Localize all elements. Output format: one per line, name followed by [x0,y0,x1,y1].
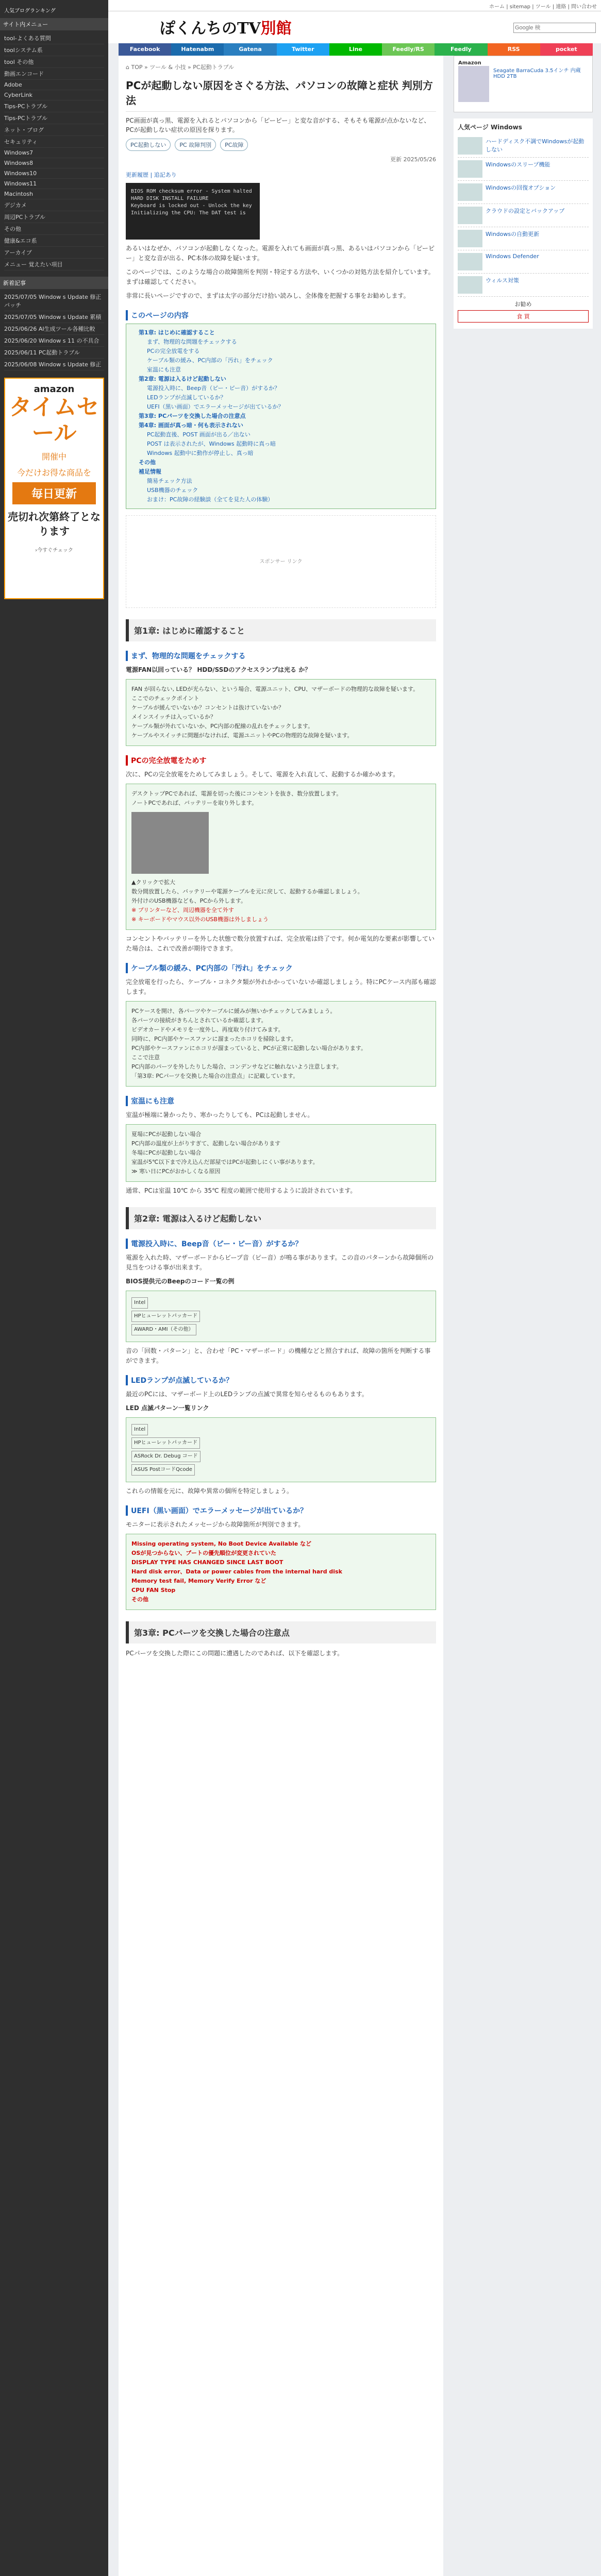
top-links[interactable]: ホーム | sitemap | ツール | 連絡 | 問い合わせ [489,4,597,10]
tag-chip[interactable]: PC起動しない [126,139,171,151]
box-line: ここで注意 [131,1054,160,1061]
side-menu-item[interactable]: Macintosh [4,189,104,199]
popular-link[interactable]: Windowsの回復オプション [486,184,556,191]
box-line: ≫ 寒い日にPCがおかしくなる原因 [131,1168,221,1175]
side-menu-item[interactable]: Adobe [4,80,104,90]
terminal-line: HARD DISK INSTALL FAILURE [131,196,209,201]
section-discharge-lead: 次に、PCの完全放電をためしてみましょう。そして、電源を入れ直して、起動するか確かめます。 [126,771,399,778]
popular-link[interactable]: ウィルス対策 [486,277,520,284]
toc-item[interactable]: ケーブル類の緩み、PC内部の「汚れ」をチェック [147,357,273,364]
sponsor-ad[interactable]: スポンサー リンク [126,515,436,608]
side-menu-item[interactable]: Windows7 [4,148,104,158]
side-menu-item[interactable]: Windows10 [4,168,104,179]
popular-link[interactable]: Windows Defender [486,253,539,260]
section-beep: 電源投入時に、Beep音（ピー・ピー音）がするか？ [126,1239,436,1249]
toc-item[interactable]: 第1章: はじめに確認すること [139,329,215,336]
uefi-message: CPU FAN Stop [131,1587,176,1594]
box-line: PC内部のパーツを外したりした場合、コンデンサなどに触れないよう注意します。 [131,1063,342,1070]
toc-item[interactable]: PCの完全放電をする [147,348,200,354]
toc-item[interactable]: 第3章: PCパーツを交換した場合の注意点 [139,413,246,419]
box-line: 室温が5℃以下まで冷え込んだ部屋ではPCが起動しにくい事があります。 [131,1159,319,1165]
share-button[interactable]: pocket [540,43,593,56]
tag-chip[interactable]: PC故障 [220,139,248,151]
popular-link[interactable]: ハードディスク不調でWindowsが起動しない [486,138,585,153]
buy-button[interactable]: 食 買 [458,310,589,323]
popular-item[interactable] [458,181,589,204]
beep-code-link[interactable]: AWARD・AMI（その他） [131,1324,196,1335]
led-code-link[interactable]: ASUS PostコードQcode [131,1464,195,1476]
led-code-link[interactable]: HPヒューレットパッカード [131,1437,200,1449]
side-menu-item[interactable]: その他 [4,223,104,235]
left-sidebar [0,0,108,2576]
popular-title: 人気ページ Windows [458,124,522,131]
box-line: デスクトップPCであれば、電源を切った後にコンセントを抜き、数分放置します。 [131,790,342,797]
amazon-timesale-ad[interactable] [4,378,104,599]
box-line: ビデオカードやメモリを一度外し、再度取り付けてみます。 [131,1026,284,1033]
laptop-battery-photo[interactable] [131,812,209,874]
logo-main: ぽくんちのTV [160,20,261,38]
popular-link[interactable]: クラウドの設定とバックアップ [486,208,565,214]
section-physical-lead: 電源FAN以回っている？ HDD/SSDのアクセスランプは光る か？ [126,666,311,673]
box-line: FAN が回らない, LEDが光らない、という場合、電源ユニット、CPU、マザーボードの物理的な故障を疑います。 [131,686,419,692]
uefi-message: DISPLAY TYPE HAS CHANGED SINCE LAST BOOT [131,1559,283,1566]
para-3: 非常に長いページですので、まずは太字の部分だけ拾い読みし、全体像を把握する事をお勧めします。 [126,292,410,299]
popular-link[interactable]: Windowsのスリープ機能 [486,161,550,168]
side-menu-item[interactable]: 周辺PCトラブル [4,211,104,223]
amazon-logo: amazon [34,384,75,395]
breadcrumb[interactable]: ⌂ TOP » ツール & 小技 » PC起動トラブル [126,64,235,71]
site-logo[interactable] [160,15,292,38]
top-bar [108,0,601,11]
side-menu-item[interactable]: 健康&エコ系 [4,235,104,247]
side-menu-item[interactable]: デジカメ [4,199,104,211]
side-menu-item[interactable]: tool その他 [4,56,104,68]
chapter-1-heading: 第1章: はじめに確認すること [126,619,436,641]
para-2: このページでは、このような場合の故障箇所を判別・特定する方法や、いくつかの対処方法を紹介しています。まずは確認してください。 [126,268,435,285]
section-cables-lead: 完全放電を行ったら、ケーブル・コネクタ類が外れかかっていないか確認しましょう。特にPCケース内部も確認します。 [126,978,436,995]
ad-subline: 今だけお得な商品を [16,468,91,478]
box-line: ケーブル類が外れていないか、PC内部の配線の乱れをチェックします。 [131,723,314,730]
share-button[interactable]: Facebook [119,43,171,56]
ad-more-link[interactable]: ›今すぐチェック [35,548,73,553]
popular-thumb [458,160,482,178]
new-article-item[interactable]: 2025/07/05 Window s Update 修正パッチ [4,291,104,311]
new-article-item[interactable]: 2025/06/11 PC起動トラブル [4,347,104,359]
chapter-3-heading: 第3章: PCパーツを交換した場合の注意点 [126,1621,436,1643]
uefi-message: その他 [131,1596,148,1603]
toc-item[interactable]: その他 [139,459,156,466]
box-line: 「第3章: PCパーツを交換した場合の注意点」に記載しています。 [131,1073,299,1079]
box-line: 外付けのUSB機器なども、PCから外します。 [131,897,247,904]
toc-title: このページの内容 [126,310,436,320]
beep-after: 音の「回数・パターン」と、合わせ「PC・マザーボード」の機種などと照合すれば、故障の箇所を判断する事ができます。 [126,1347,431,1364]
share-button[interactable]: Feedly [435,43,487,56]
right-sidebar [454,56,593,335]
toc-item[interactable]: 簡易チェック方法 [147,478,192,484]
terminal-line: Initializing the CPU: The DAT test is [131,210,246,216]
toc-item[interactable]: USB機器のチェック [147,487,198,494]
section-cables: ケーブル類の緩み、PC内部の「汚れ」をチェック [126,963,436,973]
discharge-box [126,784,436,930]
box-line: ▲クリックで拡大 [131,879,176,886]
popular-item[interactable] [458,204,589,227]
side-menu-item[interactable]: セキュリティ [4,136,104,148]
product-title[interactable]: Seagate BarraCuda 3.5インチ 内蔵 HDD 2TB [493,68,581,79]
toc-item[interactable]: Windows 起動中に動作が停止し、真っ暗 [147,450,254,456]
new-articles-list [0,289,108,372]
box-line: ※ キーボードやマウス以外のUSB機器は外しましょう [131,916,269,923]
box-line: ノートPCであれば、バッテリーを取り外します。 [131,800,258,806]
popular-thumb [458,207,482,224]
box-line: 各パーツの接続がきちんとされているか確認します。 [131,1017,267,1024]
ad-headline: タイムセール [9,394,99,446]
box-line: ケーブルが緩んでいないか？コンセントは抜けていないか？ [131,704,285,711]
site-header [108,11,601,43]
bios-error-screenshot [126,183,260,240]
side-menu-item[interactable]: 動画エンコード [4,68,104,80]
box-line: メインスイッチは入っているか？ [131,714,216,720]
popular-item[interactable] [458,158,589,181]
intro-text: PC画面が真っ黒、電源を入れるとパソコンから「ピーピー」と変な音がする、そもそも電源が点かないなど、PCが起動しない症状の原因を探ります。 [126,117,430,133]
popular-thumb [458,253,482,270]
box-line: 同時に、PC内部やケースファンに溜まったホコリを掃除します。 [131,1036,297,1042]
box-line: 数分間放置したら、バッテリーや電源ケーブルを元に戻して、起動するか確認しましょう。 [131,888,363,895]
toc-item[interactable]: PC起動直後、POST 画面が出る／出ない [147,431,251,438]
page-title: PCが起動しない原因をさぐる方法、パソコンの故障と症状 判別方法 [126,77,436,112]
history-link[interactable]: 更新履歴 | 追記あり [126,172,177,178]
beep-links [126,1291,436,1342]
popular-item[interactable] [458,250,589,274]
section-discharge: PCの完全放電をためす [126,755,436,766]
side-menu-item[interactable]: アーカイブ [4,247,104,259]
physical-check-box [126,679,436,746]
room-temp-after: 通常、PCは室温 10℃ から 35℃ 程度の範囲で使用するように設計されています。 [126,1187,357,1194]
share-nav [119,43,593,56]
led-code-link[interactable]: ASRock Dr. Debug コード [131,1451,201,1462]
room-temp-box [126,1124,436,1182]
popular-item[interactable] [458,134,589,158]
table-of-contents [126,324,436,509]
section-uefi-lead: モニターに表示されたメッセージから故障箇所が判別できます。 [126,1521,305,1528]
popular-item[interactable] [458,274,589,297]
share-button[interactable]: RSS [488,43,540,56]
toc-item[interactable]: 第2章: 電源は入るけど起動しない [139,376,226,382]
section-led: LEDランプが点滅しているか？ [126,1375,436,1385]
beep-code-link[interactable]: HPヒューレットパッカード [131,1311,200,1322]
share-button[interactable]: Feedly/RS [382,43,435,56]
popular-box [454,118,593,329]
menu-header: サイト内メニュー [0,18,108,30]
toc-item[interactable]: おまけ：PC故障の経験談（全てを見た人の体験） [147,496,274,503]
popular-list [458,134,589,297]
discharge-after: コンセントやバッテリーを外した状態で数分放置すれば、完全放電は終了です。何か電気的な要素が影響していた場合は、これで改善が期待できます。 [126,935,435,952]
terminal-line: BIOS ROM checksum error - System halted [131,189,252,194]
side-menu-item[interactable]: ネット・ブログ [4,124,104,136]
ad-bottom: 売切れ次第終了となります [8,511,101,537]
led-code-link[interactable]: Intel [131,1424,148,1435]
toc-item[interactable]: 補足情報 [139,468,161,475]
cables-box [126,1001,436,1087]
section-uefi: UEFI（黒い画面）でエラーメッセージが出ているか？ [126,1505,436,1516]
box-line: 冬場にPCが起動しない場合 [131,1149,202,1156]
box-line: PC内部の温度が上がりすぎて、起動しない場合があります [131,1140,281,1147]
ad-status: 開催中 [41,452,66,462]
tag-chip[interactable]: PC 故障判別 [175,139,216,151]
share-button[interactable]: Gatena [224,43,276,56]
terminal-line: Keyboard is locked out - Unlock the key [131,203,252,209]
new-article-item[interactable]: 2025/06/20 Window s 11 の不具合 [4,335,104,347]
box-line: 夏場にPCが起動しない場合 [131,1131,202,1138]
side-menu-item[interactable]: CyberLink [4,90,104,100]
uefi-message: Hard disk error、Data or power cables from the internal hard disk [131,1568,342,1575]
new-articles-header: 新着記事 [0,277,108,289]
popular-thumb [458,276,482,294]
uefi-message: OSが見つからない、ブートの優先順位が変更されていた [131,1550,276,1556]
side-menu-item[interactable]: toolシステム系 [4,44,104,56]
article [119,56,443,2576]
new-article-item[interactable]: 2025/06/08 Window s Update 修正 [4,359,104,370]
box-line: ※ プリンターなど、周辺機器を全て外す [131,907,234,913]
toc-item[interactable]: UEFI（黒い画面）でエラーメッセージが出ているか？ [147,403,284,410]
ranking-label[interactable]: 人気ブログランキング [4,8,56,14]
popular-link[interactable]: Windowsの自動更新 [486,231,540,238]
amazon-product-ad[interactable] [454,56,593,112]
section-physical: まず、物理的な問題をチェックする [126,651,436,661]
ad-daily: 毎日更新 [12,482,96,504]
new-article-item[interactable]: 2025/07/05 Window s Update 累積 [4,311,104,323]
side-menu-item[interactable]: Windows11 [4,179,104,189]
beep-code-link[interactable]: Intel [131,1297,148,1309]
amazon-label: Amazon [458,60,481,66]
uefi-message: Memory test fail, Memory Verify Error など [131,1578,266,1584]
share-button[interactable]: Line [329,43,382,56]
toc-item[interactable]: 電源投入時に、Beep音（ピー・ピー音）がするか？ [147,385,280,392]
toc-item[interactable]: 第4章: 画面が真っ暗・何も表示されない [139,422,243,429]
toc-item[interactable]: LEDランプが点滅しているか？ [147,394,226,401]
box-line: ここでのチェックポイント [131,695,199,702]
uefi-box [126,1534,436,1610]
uefi-message: Missing operating system, No Boot Device Available など [131,1540,312,1547]
toc-item[interactable]: まず、物理的な問題をチェックする [147,338,237,345]
section-led-lead: 最近のPCには、マザーボード上のLEDランプの点滅で異常を知らせるものもあります。 [126,1391,368,1398]
toc-item[interactable]: POST は表示されたが、Windows 起動時に真っ暗 [147,440,276,447]
side-menu-item[interactable]: Tips-PCトラブル [4,112,104,124]
updated-date: 更新 2025/05/26 [390,156,436,163]
popular-thumb [458,230,482,247]
box-line: PC内部やケースファンにホコリが溜まっていると、PCが正常に起動しない場合があります。 [131,1045,366,1052]
logo-red: 別館 [260,20,292,38]
share-button[interactable]: Hatenabm [171,43,224,56]
product-image [458,66,489,102]
more-label: お勧め [514,301,532,308]
share-button[interactable]: Twitter [277,43,329,56]
para-1: あるいはなぜか、パソコンが起動しなくなった。電源を入れても画面が真っ黒、あるいはパソコンから「ピーピー」と変な音が出る、PC本体の故障を疑います。 [126,245,435,262]
popular-item[interactable] [458,227,589,250]
popular-thumb [458,183,482,201]
section-room-temp: 室温にも注意 [126,1096,436,1106]
led-after: これらの情報を元に、故障や異常の個所を特定しましょう。 [126,1487,293,1495]
box-line: PCケースを開け、各パーツやケーブルに緩みが無いかチェックしてみましょう。 [131,1008,336,1014]
search-input[interactable] [513,23,596,33]
section-room-temp-lead: 室温が極端に暑かったり、寒かったりしても、PCは起動しません。 [126,1111,314,1118]
side-menu-item[interactable]: tool-よくある質問 [4,32,104,44]
side-menu [0,30,108,273]
toc-item[interactable]: 室温にも注意 [147,366,181,373]
popular-thumb [458,137,482,155]
new-article-item[interactable]: 2025/06/26 AI生成ツール各種比較 [4,323,104,335]
chapter-2-heading: 第2章: 電源は入るけど起動しない [126,1207,436,1229]
tag-list [126,139,436,151]
led-sub: LED 点滅パターン一覧リンク [126,1404,209,1412]
side-menu-item[interactable]: Tips-PCトラブル [4,100,104,112]
beep-sub: BIOS提供元のBeepのコード一覧の例 [126,1278,235,1285]
led-links [126,1417,436,1482]
chapter-3-lead: PCパーツを交換した際にこの問題に遭遇したのであれば、以下を確認します。 [126,1650,344,1657]
section-beep-lead: 電源を入れた時、マザーボードからビープ音（ピー音）が鳴る事があります。この音のパターンから故障個所の見当をつける事が出来ます。 [126,1254,434,1271]
side-menu-item[interactable]: メニュー 覚えたい項目 [4,259,104,270]
side-menu-item[interactable]: Windows8 [4,158,104,168]
box-line: ケーブルやスイッチに問題がなければ、電源ユニットやPCの物理的な故障を疑います。 [131,732,353,739]
